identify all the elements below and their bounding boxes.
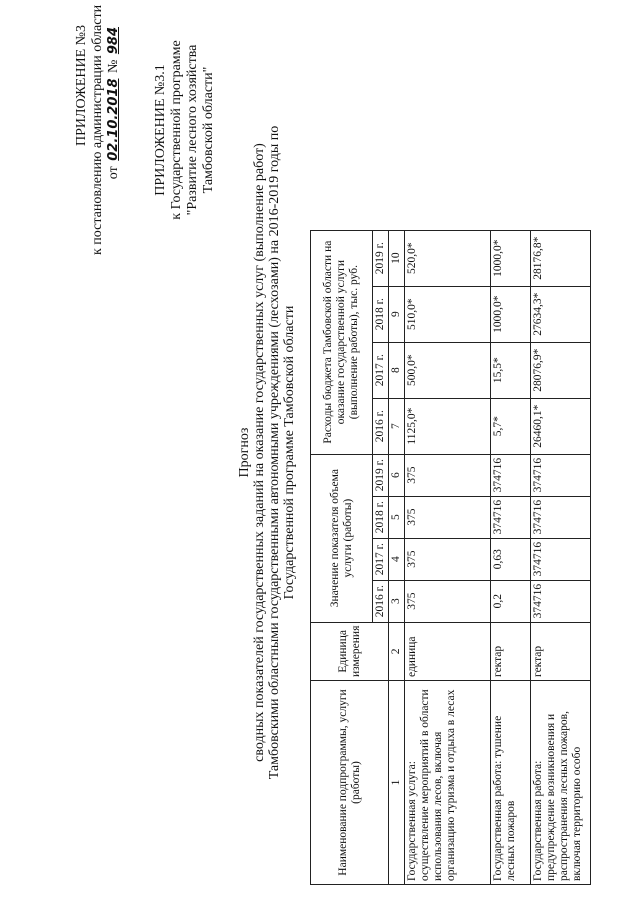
expense-2017: 15,5*	[491, 342, 531, 398]
volume-2017: 374716	[531, 538, 591, 580]
approval-date-line	[106, 25, 122, 255]
expense-2019: 520,0*	[405, 230, 491, 286]
volume-2019: 375	[405, 454, 491, 496]
forecast-table	[310, 230, 591, 885]
volume-2018: 374716	[491, 496, 531, 538]
volume-2018: 374716	[531, 496, 591, 538]
program-appendix-line4: Тамбовской области"	[201, 66, 216, 194]
title-line-3: Тамбовскими областными государственными автономными учреждениями (лесхозами) на 2016-2019 годы по	[267, 125, 282, 780]
volume-2016: 0,2	[491, 580, 531, 622]
index-cell: 9	[389, 286, 405, 342]
volume-2018: 375	[405, 496, 491, 538]
service-name: Государственная работа: тушение лесных пожаров	[491, 681, 531, 885]
document-title	[237, 0, 297, 905]
approval-block-main	[74, 4, 122, 255]
col-header-name: Наименование подпрограммы, услуги (работы)	[311, 681, 389, 885]
volume-2019: 374716	[491, 454, 531, 496]
col-header-unit: Единица измерения	[311, 622, 389, 680]
index-cell: 7	[389, 398, 405, 454]
expense-2018: 510,0*	[405, 286, 491, 342]
service-name: Государственная услуга: осуществление мероприятий в области использования лесов, включая организацию туризма и отдыха в лесах	[405, 681, 491, 885]
approval-number: 984	[106, 27, 121, 55]
year-cell: 2019 г.	[373, 230, 389, 286]
service-name: Государственная работа: предупреждение возникновения и распространения лесных пожаров, включая территорию особо	[531, 681, 591, 885]
volume-2017: 375	[405, 538, 491, 580]
date-prefix: от	[106, 166, 121, 180]
expense-2017: 28076,9*	[531, 342, 591, 398]
year-cell: 2017 г.	[373, 538, 389, 580]
year-cell: 2018 г.	[373, 496, 389, 538]
expense-2018: 1000,0*	[491, 286, 531, 342]
index-cell: 3	[389, 580, 405, 622]
index-row	[389, 230, 405, 884]
unit-cell: единица	[405, 622, 491, 680]
volume-2017: 0,63	[491, 538, 531, 580]
index-cell: 4	[389, 538, 405, 580]
approval-block-program	[153, 15, 217, 245]
col-header-volume: Значение показателя объема услуги (работы)	[311, 454, 373, 622]
expense-2016: 26460,1*	[531, 398, 591, 454]
title-line-2: сводных показателей государственных заданий на оказание государственных услуг (выполнение работ)	[252, 143, 267, 762]
index-cell: 5	[389, 496, 405, 538]
number-prefix: №	[106, 59, 121, 73]
volume-2016: 374716	[531, 580, 591, 622]
header-row	[311, 230, 373, 884]
unit-cell: гектар	[531, 622, 591, 680]
expense-2017: 500,0*	[405, 342, 491, 398]
index-cell: 1	[389, 681, 405, 885]
approval-resolution-line: к постановлению администрации области	[90, 4, 105, 255]
index-cell: 8	[389, 342, 405, 398]
year-cell: 2016 г.	[373, 580, 389, 622]
program-appendix-heading: ПРИЛОЖЕНИЕ №3.1	[153, 64, 168, 196]
expense-2019: 28176,8*	[531, 230, 591, 286]
index-cell: 10	[389, 230, 405, 286]
approval-heading: ПРИЛОЖЕНИЕ №3	[74, 25, 89, 146]
year-cell: 2019 г.	[373, 454, 389, 496]
table-row	[531, 230, 591, 884]
expense-2016: 1125,0*	[405, 398, 491, 454]
table-row	[405, 230, 491, 884]
index-cell: 6	[389, 454, 405, 496]
col-header-expenses: Расходы бюджета Тамбовской области на оказание государственной услуги (выполнение работы), тыс. руб.	[311, 230, 373, 454]
volume-2019: 374716	[531, 454, 591, 496]
approval-date: 02.10.2018	[106, 78, 121, 161]
index-cell: 2	[389, 622, 405, 680]
program-appendix-line2: к Государственной программе	[169, 40, 184, 220]
program-appendix-line3: "Развитие лесного хозяйства	[185, 44, 200, 216]
unit-cell: гектар	[491, 622, 531, 680]
year-cell: 2017 г.	[373, 342, 389, 398]
volume-2016: 375	[405, 580, 491, 622]
expense-2018: 27634,3*	[531, 286, 591, 342]
title-line-4: Государственной программе Тамбовской области	[282, 305, 297, 600]
year-cell: 2018 г.	[373, 286, 389, 342]
year-cell: 2016 г.	[373, 398, 389, 454]
expense-2016: 5,7*	[491, 398, 531, 454]
table-row	[491, 230, 531, 884]
title-line-1: Прогноз	[237, 427, 252, 478]
expense-2019: 1000,0*	[491, 230, 531, 286]
